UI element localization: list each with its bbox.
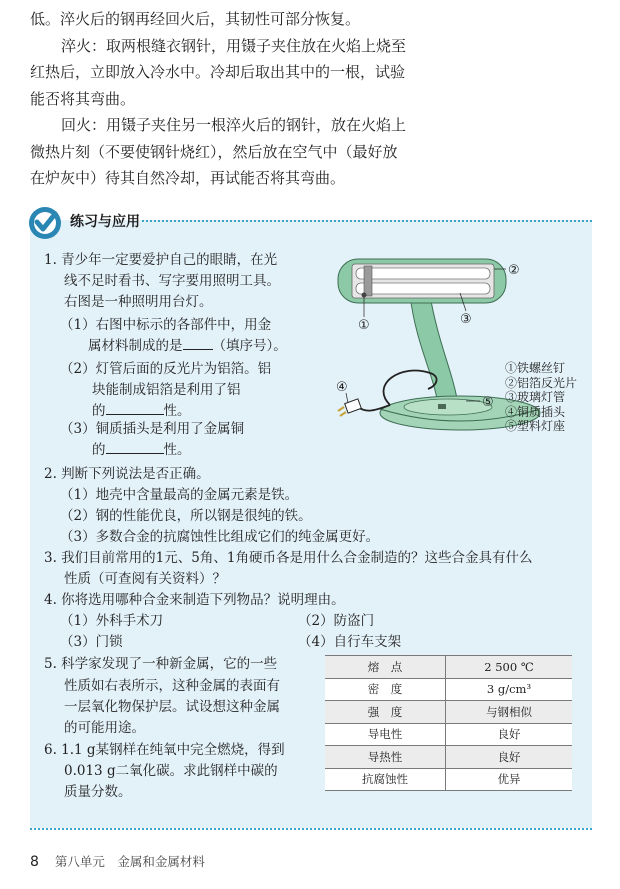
table-cell: 熔 点	[325, 656, 446, 679]
legend-item: ②铝箔反光片	[505, 375, 578, 390]
exercise-check-icon	[28, 206, 62, 240]
q3-line: 3. 我们目前常用的1元、5角、1角硬币各是用什么合金制造的？这些合金具有什么	[44, 550, 533, 566]
q1-sub: 的 性。	[92, 403, 191, 419]
answer-blank[interactable]	[106, 440, 164, 454]
table-row	[325, 723, 572, 746]
q1-line: 线不足时看书、写字要用照明工具。	[64, 273, 280, 289]
figure-legend	[505, 361, 577, 434]
marker-4: ④	[336, 380, 348, 395]
q2-line: 2. 判断下列说法是否正确。	[44, 466, 210, 482]
q4-line: 4. 你将选用哪种合金来制造下列物品？说明理由。	[44, 592, 345, 608]
q1-line: 右图是一种照明用台灯。	[64, 294, 213, 310]
table-cell: 密 度	[325, 678, 446, 701]
legend-item: ①铁螺丝钉	[505, 361, 566, 375]
q6-line: 质量分数。	[64, 784, 132, 800]
marker-2: ②	[508, 263, 520, 278]
page-footer	[30, 852, 205, 870]
table-row	[325, 678, 572, 701]
q4-option: （2）防盗门	[298, 613, 375, 629]
marker-3: ③	[460, 312, 472, 327]
legend-item: ⑤塑料灯座	[505, 419, 566, 433]
intro-line: 微热片刻（不要使钢针烧红），然后放在空气中（最好放	[30, 142, 398, 161]
q5-line: 一层氧化物保护层。试设想这种金属	[64, 699, 280, 715]
metal-properties-table	[325, 655, 572, 791]
answer-blank[interactable]	[183, 336, 213, 350]
q2-sub: （3）多数合金的抗腐蚀性比组成它们的纯金属更好。	[60, 529, 380, 545]
intro-line: 在炉灰中）待其自然冷却，再试能否将其弯曲。	[30, 169, 346, 187]
intro-line: 淬火：取两根缝衣钢针，用镊子夹住放在火焰上烧至	[61, 36, 407, 55]
intro-line: 红热后，立即放入冷水中。冷却后取出其中的一根，试验	[30, 63, 406, 81]
q2-sub: （2）钢的性能优良，所以钢是很纯的铁。	[60, 508, 312, 524]
table-row	[325, 701, 572, 724]
table-cell: 优异	[446, 768, 573, 791]
q1-sub: （2）灯管后面的反光片为铝箔。铝	[60, 361, 272, 377]
marker-5: ⑤	[482, 395, 494, 410]
q1-sub: （1）右图中标示的各部件中，用金	[60, 317, 272, 333]
q1-sub: 属材料制成的是 （填序号）。	[88, 338, 287, 354]
q1-sub: 的 性。	[92, 442, 191, 458]
q4-option: （1）外科手术刀	[60, 613, 164, 629]
q4-option: （3）门锁	[60, 634, 123, 650]
intro-line: 能否将其弯曲。	[30, 89, 136, 108]
table-cell: 抗腐蚀性	[325, 768, 446, 791]
table-row	[325, 746, 572, 769]
intro-text	[30, 6, 600, 192]
q6-line: 6. 1.1 g某钢样在纯氧中完全燃烧，得到	[44, 742, 285, 758]
q3-line: 性质（可查阅有关资料）？	[64, 571, 226, 587]
page-number: 8	[30, 854, 39, 870]
q5-line: 的可能用途。	[64, 720, 145, 736]
table-cell: 导电性	[325, 723, 446, 746]
answer-blank[interactable]	[106, 401, 164, 415]
legend-item: ③玻璃灯管	[505, 390, 566, 404]
q1-sub: 块能制成铝箔是利用了铝	[92, 382, 241, 398]
table-cell: 3 g/cm³	[446, 678, 573, 701]
table-row	[325, 656, 572, 679]
table-cell: 2 500 ℃	[446, 656, 573, 679]
exercise-title: 练习与应用	[70, 214, 140, 230]
intro-line: 回火：用镊子夹住另一根淬火后的钢针，放在火焰上	[61, 116, 407, 134]
table-cell: 良好	[446, 723, 573, 746]
q4-option: （4）自行车支架	[298, 634, 402, 650]
table-cell: 导热性	[325, 746, 446, 769]
table-cell: 与钢相似	[446, 701, 573, 724]
q1-sub: （3）铜质插头是利用了金属铜	[60, 421, 245, 437]
q5-line: 性质如右表所示，这种金属的表面有	[64, 678, 280, 694]
q5-line: 5. 科学家发现了一种新金属，它的一些	[44, 656, 278, 672]
unit-title: 第八单元 金属和金属材料	[54, 854, 205, 869]
divider	[142, 220, 592, 222]
marker-1: ①	[358, 318, 370, 333]
legend-item: ④铜质插头	[505, 404, 566, 419]
table-row	[325, 768, 572, 791]
q2-sub: （1）地壳中含量最高的金属元素是铁。	[60, 487, 299, 503]
table-cell: 良好	[446, 746, 573, 769]
divider	[30, 828, 592, 830]
q1-line: 1. 青少年一定要爱护自己的眼睛，在光	[44, 252, 278, 268]
q6-line: 0.013 g二氧化碳。求此钢样中碳的	[64, 763, 278, 779]
intro-line: 低。淬火后的钢再经回火后，其韧性可部分恢复。	[30, 10, 361, 28]
table-cell: 强 度	[325, 701, 446, 724]
